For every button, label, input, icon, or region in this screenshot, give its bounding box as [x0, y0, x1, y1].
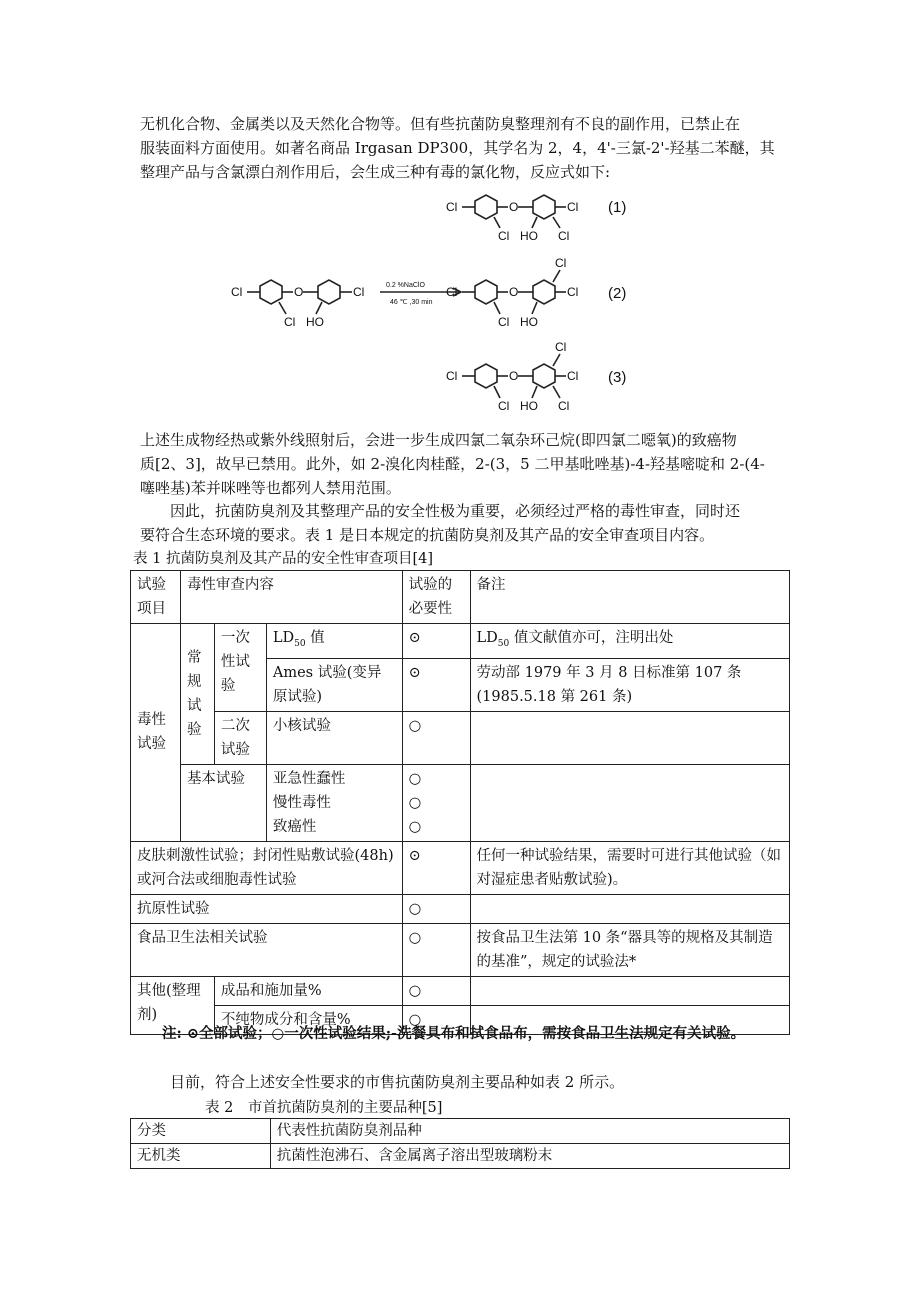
table-cell: ○	[402, 976, 470, 1005]
table-cell: 一次性试验	[214, 624, 266, 712]
reaction-label-3: (3)	[608, 369, 627, 386]
table-cell: 任何一种试验结果，需要时可进行其他试验（如对湿症患者贴敷试验)。	[470, 841, 789, 894]
table-cell: 基本试验	[180, 764, 266, 841]
text-line: 整理产品与含氯漂白剂作用后，会生成三种有毒的氯化物，反应式如下:	[140, 163, 611, 181]
atom-label: Cl	[446, 200, 458, 214]
table-cell: 按食品卫生法第 10 条“器具等的规格及其制造的基准”，规定的试验法*	[470, 923, 789, 976]
table-cell: ○	[402, 1005, 470, 1034]
text-line: 因此，抗菌防臭剂及其整理产品的安全性极为重要，必须经过严格的毒性审查，同时还	[170, 502, 741, 520]
table-cell: 常规试验	[180, 624, 214, 765]
antibacterial-types-table	[130, 1118, 790, 1169]
header-cell: 备注	[470, 571, 789, 624]
text-line: 质[2、3]，故早已禁用。此外，如 2-溴化肉桂醛，2-(3，5 二甲基吡唑基)-4-羟基嘧啶和 2-(4-	[140, 455, 765, 473]
table-cell: $LD_{50}$ 值	[266, 624, 402, 659]
reaction-label-1: (1)	[608, 199, 627, 216]
header-cell: 代表性抗菌防臭剂品种	[270, 1119, 789, 1144]
table-cell: 小核试验	[266, 711, 402, 764]
atom-label: Cl	[231, 285, 243, 299]
table-row	[131, 1119, 790, 1144]
atom-label: O	[509, 369, 519, 383]
paragraph-3	[140, 499, 782, 547]
table-row	[131, 841, 790, 894]
table-cell: 亚急性蠢性 慢性毒性 致癌性	[266, 764, 402, 841]
table-row	[131, 571, 790, 624]
atom-label: Cl	[567, 369, 579, 383]
text-line: 上述生成物经热或紫外线照射后，会进一步生成四氯二氧杂环己烷(即四氯二噁氧)的致癌物	[140, 431, 737, 449]
reaction-label-2: (2)	[608, 285, 627, 302]
header-cell: 分类	[131, 1119, 271, 1144]
table-note: 注: ⊙全部试验；○一次性试验结果;-洗餐具布和拭食品布，需按食品卫生法规定有关试验。	[162, 1025, 746, 1042]
atom-label: Cl	[558, 229, 570, 243]
text-line: 服装面料方面使用。如著名商品 Irgasan DP300，其学名为 2，4，4'-三氯-2'-羟基二苯醚，其	[140, 139, 775, 157]
table1-caption: 表 1 抗菌防臭剂及其产品的安全性审查项目[4]	[133, 551, 433, 567]
atom-label: Cl	[284, 315, 296, 329]
table-row	[131, 764, 790, 841]
table-cell: 无机类	[131, 1144, 271, 1169]
header-cell: 毒性审查内容	[180, 571, 402, 624]
table-cell: 食品卫生法相关试验	[131, 923, 403, 976]
atom-label: Cl	[555, 340, 567, 354]
safety-review-table	[130, 570, 790, 1035]
atom-label: HO	[520, 229, 538, 243]
atom-label: Cl	[498, 229, 510, 243]
reaction-scheme	[220, 186, 650, 418]
atom-label: Cl	[353, 285, 365, 299]
table-row	[131, 1144, 790, 1169]
atom-label: Cl	[555, 256, 567, 270]
table-cell: 其他(整理剂)	[131, 976, 215, 1034]
atom-label: Cl	[558, 399, 570, 413]
text-line: 噻唑基)苯并咪唑等也都列人禁用范围。	[140, 479, 401, 497]
table-cell: ○ ○ ○	[402, 764, 470, 841]
table-row	[131, 894, 790, 923]
table-row	[131, 711, 790, 764]
table-cell	[470, 894, 789, 923]
atom-label: HO	[520, 315, 538, 329]
table-row	[131, 624, 790, 659]
table-cell: 毒性试验	[131, 624, 181, 842]
table-cell: 抗原性试验	[131, 894, 403, 923]
atom-label: HO	[306, 315, 324, 329]
table-cell: ○	[402, 923, 470, 976]
table-cell: 不纯物成分和含量%	[214, 1005, 402, 1034]
table-cell: ○	[402, 894, 470, 923]
atom-label: Cl	[446, 369, 458, 383]
table-cell: $LD_{50}$ 值文献值亦可，注明出处	[470, 624, 789, 659]
table-cell: Ames 试验(变异原试验)	[266, 658, 402, 711]
text-line: 要符合生态环境的要求。表 1 是日本规定的抗菌防臭剂及其产品的安全审查项目内容。	[140, 526, 715, 544]
atom-label: HO	[520, 399, 538, 413]
table-cell: ○	[402, 711, 470, 764]
table2-caption: 表 2 市首抗菌防臭剂的主要品种[5]	[205, 1100, 443, 1116]
atom-label: O	[294, 285, 304, 299]
condition-label: 46 ℃ ,30 min	[390, 299, 433, 306]
table-row	[131, 923, 790, 976]
text-line: 无机化合物、金属类以及天然化合物等。但有些抗菌防臭整理剂有不良的副作用，已禁止在	[140, 115, 741, 133]
table-cell: ⊙	[402, 624, 470, 659]
atom-label: O	[509, 285, 519, 299]
atom-label: Cl	[498, 399, 510, 413]
atom-label: Cl	[567, 285, 579, 299]
table-cell: 成品和施加量%	[214, 976, 402, 1005]
atom-label: Cl	[446, 285, 458, 299]
atom-label: O	[509, 200, 519, 214]
table-cell	[470, 711, 789, 764]
table-cell: 抗菌性泡沸石、含金属离子溶出型玻璃粉末	[270, 1144, 789, 1169]
paragraph-2	[140, 428, 782, 500]
table-cell: ⊙	[402, 658, 470, 711]
paragraph-4: 目前，符合上述安全性要求的市售抗菌防臭剂主要品种如表 2 所示。	[170, 1073, 625, 1091]
table-cell: 皮肤刺激性试验；封闭性贴敷试验(48h)或河合法或细胞毒性试验	[131, 841, 403, 894]
intro-paragraph	[140, 112, 782, 184]
table-row	[131, 976, 790, 1005]
header-cell: 试验项目	[131, 571, 181, 624]
table-cell: ⊙	[402, 841, 470, 894]
table-cell: 劳动部 1979 年 3 月 8 日标准第 107 条(1985.5.18 第 261 条)	[470, 658, 789, 711]
table-cell	[470, 976, 789, 1005]
atom-label: Cl	[498, 315, 510, 329]
header-cell: 试验的必要性	[402, 571, 470, 624]
atom-label: Cl	[567, 200, 579, 214]
reagent-label: 0.2 %NaClO	[386, 282, 425, 289]
table-cell: 二次试验	[214, 711, 266, 764]
table-cell	[470, 764, 789, 841]
